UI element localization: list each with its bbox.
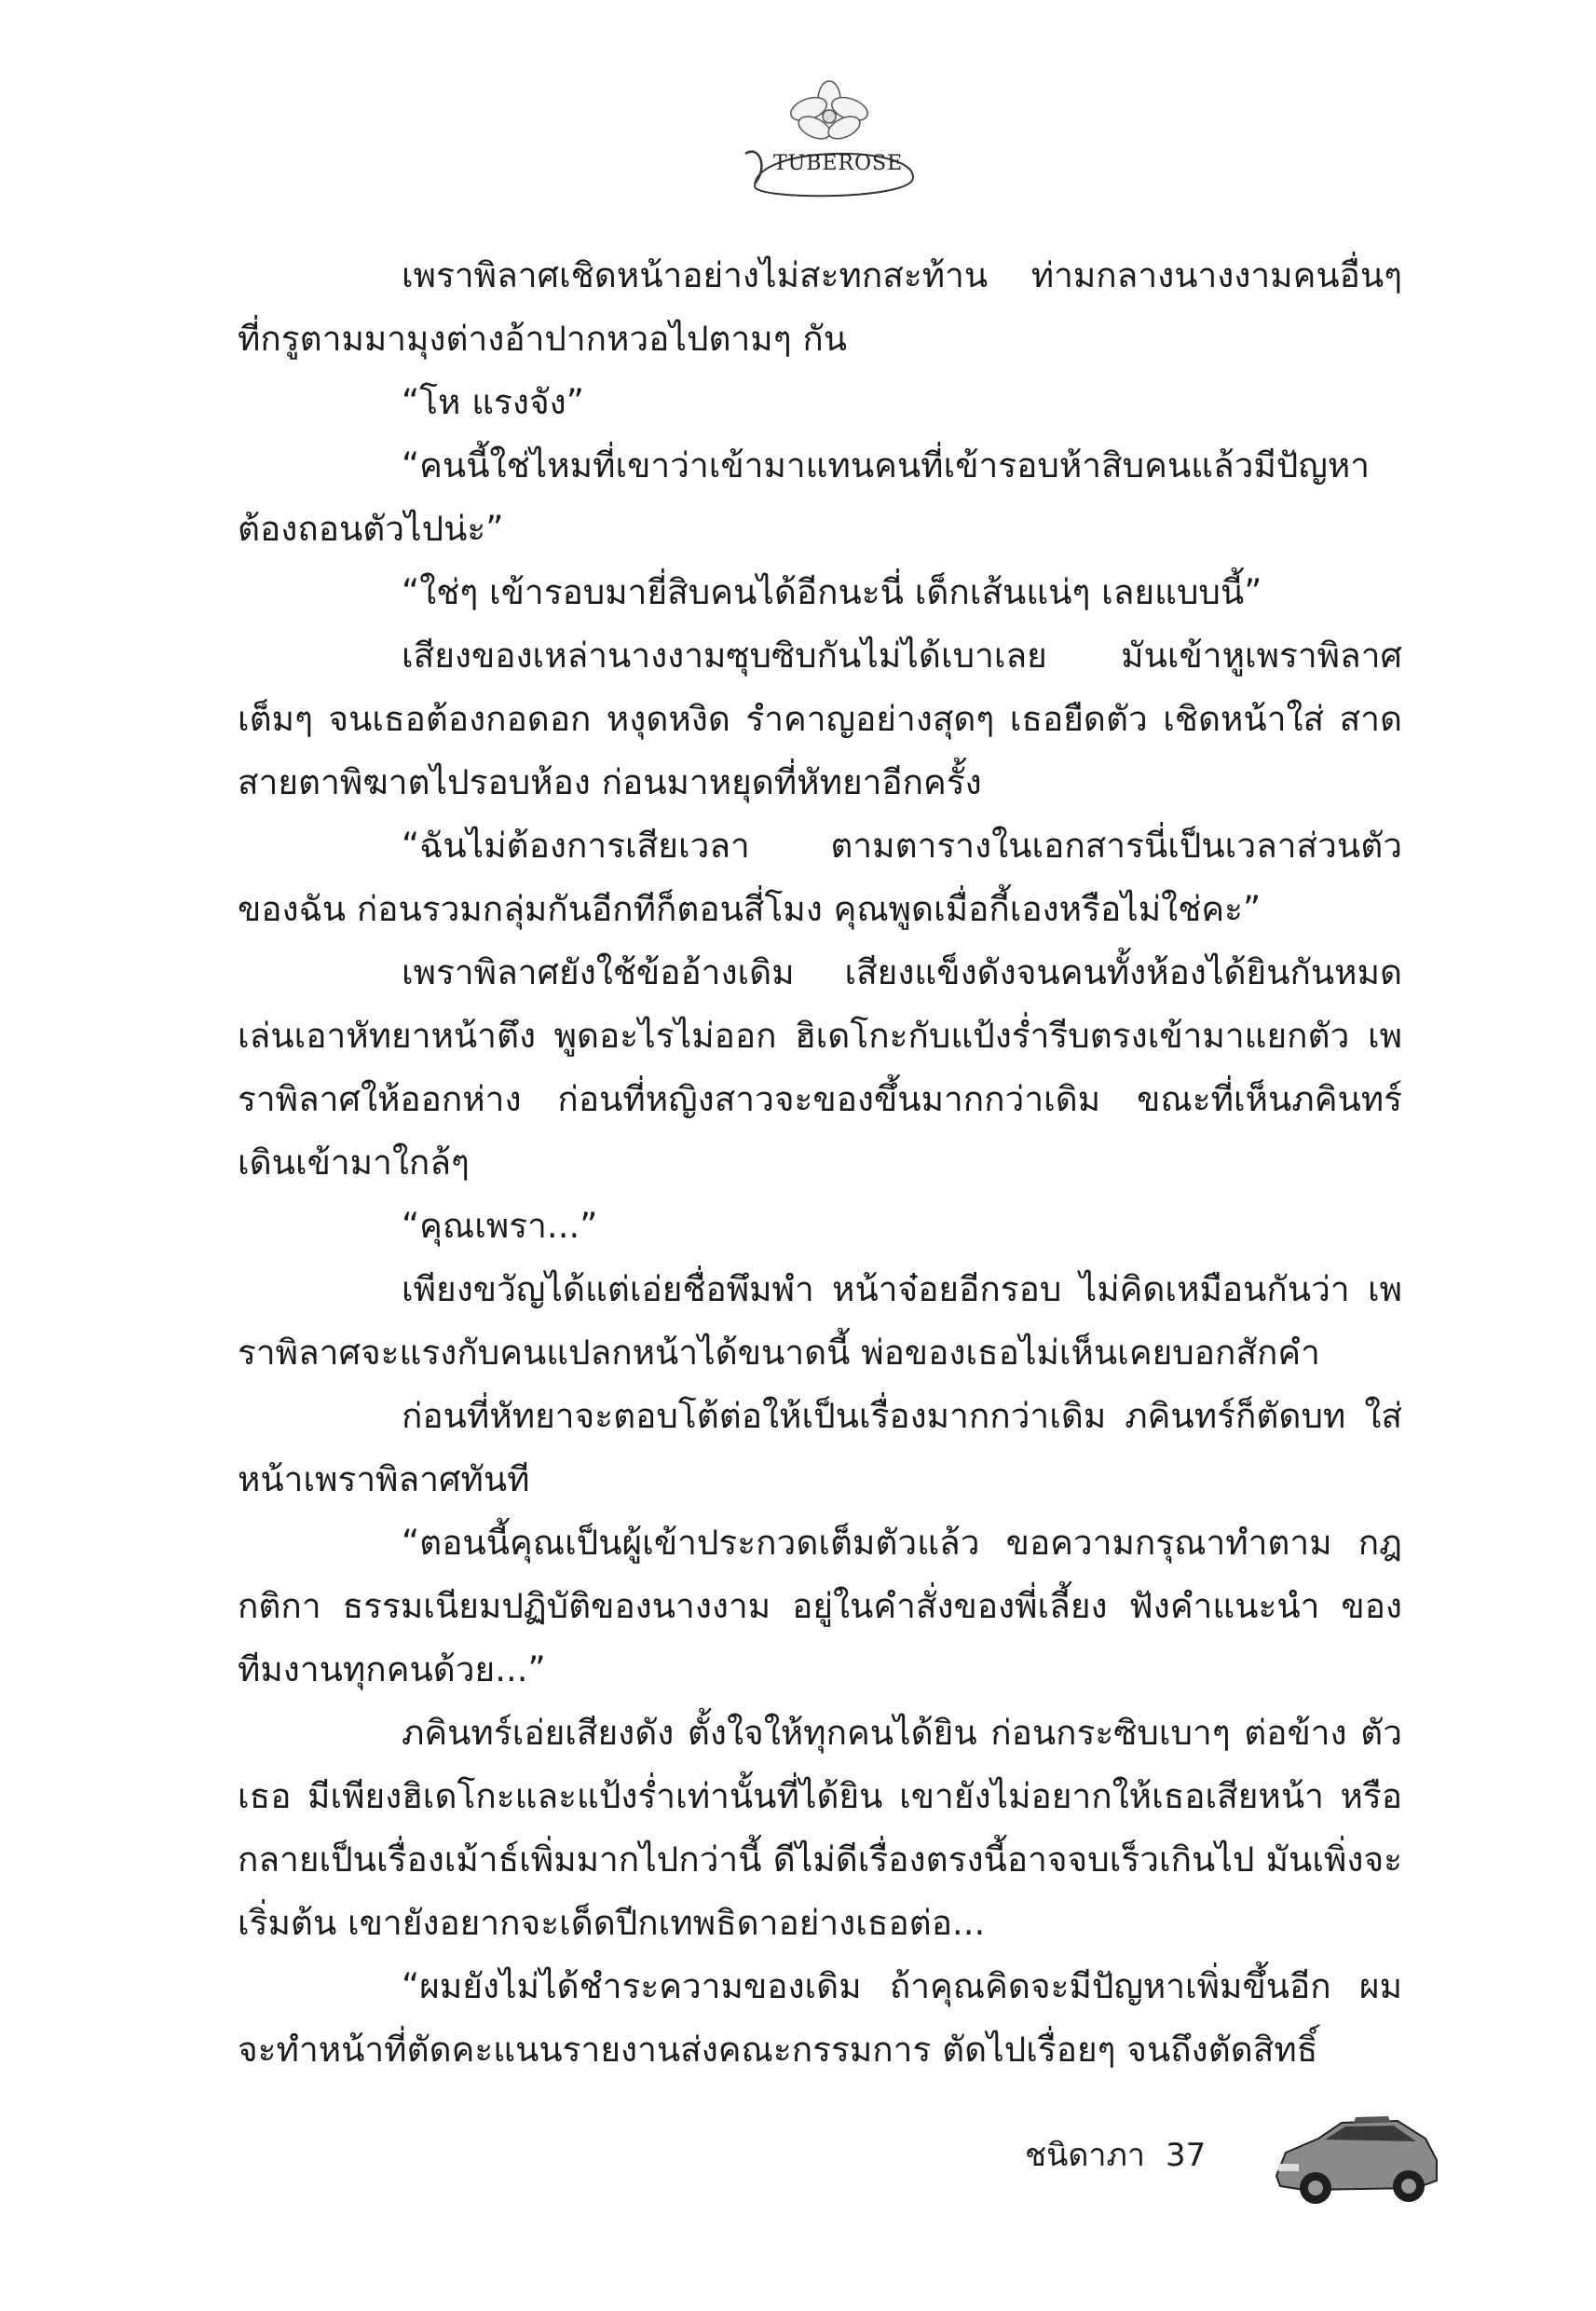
paragraph: “ตอนนี้คุณเป็นผู้เข้าประกวดเต็มตัวแล้ว ขอความกรุณาทำตาม กฎ กติกา ธรรมเนียมปฏิบัติของนางงาม อยู่ในคำสั่งของพี่เลี้ยง ฟังคำแนะนำ ของทีมงานทุกคนด้วย...” [238, 1523, 1402, 1689]
paragraph: “ฉันไม่ต้องการเสียเวลา ตามตารางในเอกสารนี่เป็นเวลาส่วนตัว ของฉัน ก่อนรวมกลุ่มกันอีกทีก็ตอนสี่โมง คุณพูดเมื่อกี้เองหรือไม่ใช่คะ” [238, 826, 1402, 929]
paragraph: เพียงขวัญได้แต่เอ่ยชื่อพึมพำ หน้าจ๋อยอีกรอบ ไม่คิดเหมือนกันว่า เพราพิลาศจะแรงกับคนแปลกหน้าได้ขนาดนี้ พ่อของเธอไม่เห็นเคยบอกสักคำ [238, 1269, 1402, 1373]
paragraph: เพราพิลาศเชิดหน้าอย่างไม่สะทกสะท้าน ท่ามกลางนางงามคนอื่นๆ ที่กรูตามมามุงต่างอ้าปากหวอไปตามๆ กัน [238, 255, 1402, 359]
paragraph: ภคินทร์เอ่ยเสียงดัง ตั้งใจให้ทุกคนได้ยิน ก่อนกระซิบเบาๆ ต่อข้าง ตัวเธอ มีเพียงฮิเดโกะและแป้งร่ำเท่านั้นที่ได้ยิน เขายังไม่อยากให้เธอเสียหน้า หรือกลายเป็นเรื่องเม้าธ์เพิ่มมากไปกว่านี้ ดีไม่ดีเรื่องตรงนี้อาจจบเร็วเกินไป มันเพิ่งจะเริ่มต้น เขายังอยากจะเด็ดปีกเทพธิดาอย่างเธอต่อ... [238, 1713, 1402, 1943]
paragraph: “ใช่ๆ เข้ารอบมายี่สิบคนได้อีกนะนี่ เด็กเส้นแน่ๆ เลยแบบนี้” [402, 572, 1262, 612]
author-name: ชนิดาภา [1025, 2137, 1145, 2174]
paragraph: “โห แรงจัง” [402, 382, 584, 422]
paragraph: “คุณเพรา...” [402, 1206, 598, 1246]
page-footer [1025, 2129, 1226, 2180]
tuberose-logo [717, 79, 941, 210]
car-icon [1267, 2087, 1444, 2218]
paragraph: ก่อนที่หัทยาจะตอบโต้ต่อให้เป็นเรื่องมากกว่าเดิม ภคินทร์ก็ตัดบท ใส่หน้าเพราพิลาศทันที [238, 1396, 1402, 1499]
logo-text: TUBEROSE [773, 152, 904, 175]
body-text [238, 244, 1402, 2082]
page-number: 37 [1166, 2137, 1207, 2174]
tuberose-flower-icon [717, 79, 941, 210]
paragraph: เสียงของเหล่านางงามซุบซิบกันไม่ได้เบาเลย มันเข้าหูเพราพิลาศ เต็มๆ จนเธอต้องกอดอก หงุดหงิด รำคาญอย่างสุดๆ เธอยืดตัว เชิดหน้าใส่ สาดสายตาพิฆาตไปรอบห้อง ก่อนมาหยุดที่หัทยาอีกครั้ง [238, 636, 1402, 802]
paragraph: “คนนี้ใช่ไหมที่เขาว่าเข้ามาแทนคนที่เข้ารอบห้าสิบคนแล้วมีปัญหา ต้องถอนตัวไปน่ะ” [238, 445, 1371, 549]
paragraph: เพราพิลาศยังใช้ข้ออ้างเดิม เสียงแข็งดังจนคนทั้งห้องได้ยินกันหมด เล่นเอาหัทยาหน้าตึง พูดอะไรไม่ออก ฮิเดโกะกับแป้งร่ำรีบตรงเข้ามาแยกตัว เพราพิลาศให้ออกห่าง ก่อนที่หญิงสาวจะของขึ้นมากกว่าเดิม ขณะที่เห็นภคินทร์ เดินเข้ามาใกล้ๆ [238, 952, 1402, 1183]
paragraph: “ผมยังไม่ได้ชำระความของเดิม ถ้าคุณคิดจะมีปัญหาเพิ่มขึ้นอีก ผม จะทำหน้าที่ตัดคะแนนรายงานส่งคณะกรรมการ ตัดไปเรื่อยๆ จนถึงตัดสิทธิ์ [238, 1966, 1402, 2070]
